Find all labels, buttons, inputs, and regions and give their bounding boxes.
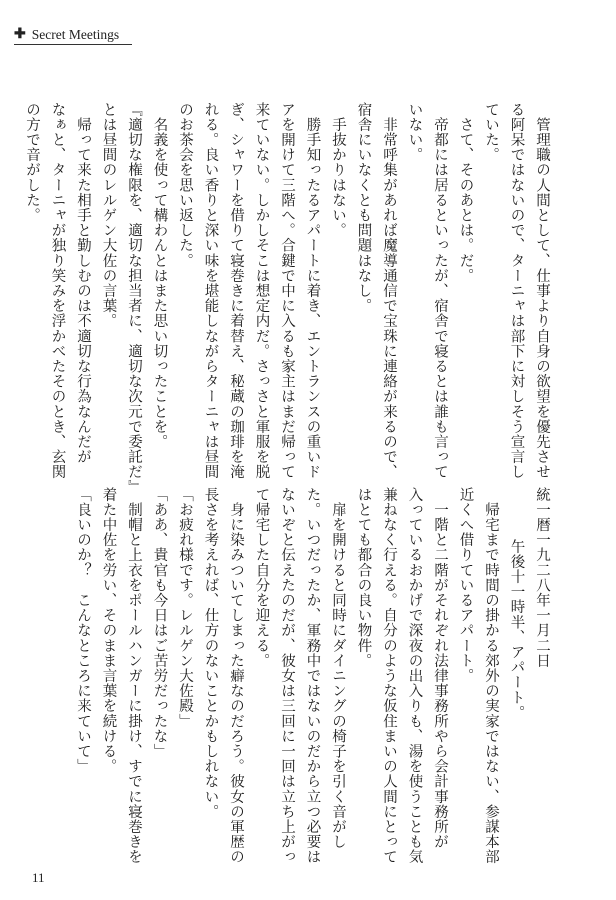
- text-line: 扉を開けると同時にダイニングの椅子を引く音がし: [330, 487, 346, 850]
- text-line: れる。良い香りと深い味を堪能しながらターニャは昼間: [202, 102, 219, 480]
- text-line: 帰って来た相手と勤しむのは不適切な行為なんだが: [75, 102, 91, 465]
- text-line: とは昼間のレルゲン大佐の言葉。: [100, 102, 117, 329]
- text-line: 長さを考えれば、仕方のないことかもしれない。: [202, 487, 219, 820]
- scene-heading-time-place: 午後十一時半、アパート。: [508, 539, 525, 721]
- text-line: のお茶会を思い返した。: [177, 102, 193, 269]
- text-line: 帰宅まで時間の掛かる郊外の実家ではない、参謀本部: [483, 487, 499, 865]
- page-number: 11: [32, 870, 45, 885]
- text-line: いない。: [406, 102, 423, 163]
- text-line: た。いつだったか、軍務中ではないのだから立つ必要は: [304, 487, 321, 865]
- text-line: 手抜かりはない。: [330, 102, 346, 238]
- text-line: アを開けて三階へ。合鍵で中に入るも家主はまだ帰って: [279, 102, 295, 480]
- text-line: 非常呼集があれば魔導通信で宝珠に連絡が来るので、: [381, 102, 397, 480]
- text-line: 「お疲れ様です。レルゲン大佐殿」: [177, 487, 193, 729]
- running-header: [14, 26, 119, 43]
- text-line: ていた。: [483, 102, 499, 163]
- text-line: 身に染みついてしまった癖なのだろう。彼女の軍歴の: [228, 487, 244, 865]
- text-line: はとても都合の良い物件。: [355, 487, 372, 669]
- text-line: 兼ねなく行える。自分のような仮住まいの人間にとって: [381, 487, 397, 865]
- header-rule: [14, 44, 132, 45]
- upper-text-block: [19, 102, 555, 495]
- text-line: 「良いのか？ こんなところに来ていて」: [75, 487, 91, 774]
- running-header-title: Secret Meetings: [31, 26, 120, 42]
- cross-icon: ✚: [14, 27, 26, 42]
- text-line: 宿舎にいなくとも問題はなし。: [355, 102, 372, 314]
- text-line: の方で音がした。: [24, 102, 40, 223]
- lower-text-block: [70, 487, 555, 865]
- text-line: 制帽と上衣をポールハンガーに掛け、すでに寝巻きを: [126, 487, 142, 865]
- text-line: さて、そのあとは。だ。: [457, 102, 474, 284]
- text-line: ないぞと伝えたのだが、彼女は三回に一回は立ち上がっ: [279, 487, 295, 865]
- text-line: 名義を使って構わんとはまた思い切ったことを。: [151, 102, 168, 450]
- text-line: 一階と二階がそれぞれ法律事務所やら会計事務所が: [432, 487, 448, 850]
- text-line: ぎ、シャワーを借りて寝巻きに着替え、秘蔵の珈琲を淹: [228, 102, 244, 480]
- text-line: て帰宅した自分を迎える。: [253, 487, 270, 669]
- text-line: 帝都には居るといったが、宿舎で寝るとは誰も言って: [432, 102, 448, 480]
- text-line: 管理職の人間として、仕事より自身の欲望を優先させ: [534, 102, 550, 480]
- text-line: 勝手知ったるアパートに着き、エントランスの重いド: [304, 102, 321, 480]
- text-line: 入っているおかげで深夜の出入りも、湯を使うことも気: [406, 487, 423, 865]
- text-line: 『適切な権限を、適切な担当者に、適切な次元で委託だ』: [126, 102, 142, 495]
- text-line: 近くへ借りているアパート。: [457, 487, 474, 684]
- text-line: 「ああ、貴官も今日はご苦労だったな」: [151, 487, 168, 759]
- text-line: る阿呆ではないので、ターニャは部下に対しそう宣言し: [508, 102, 525, 480]
- text-line: 着た中佐を労い、そのまま言葉を続ける。: [100, 487, 117, 774]
- text-line: 来ていない。しかしそこは想定内だ。さっさと軍服を脱: [253, 102, 270, 480]
- text-line: なぁと、ターニャが独り笑みを浮かべたそのとき、玄関: [49, 102, 66, 480]
- scene-heading-date: 統一暦一九二八年一月二日: [534, 487, 550, 669]
